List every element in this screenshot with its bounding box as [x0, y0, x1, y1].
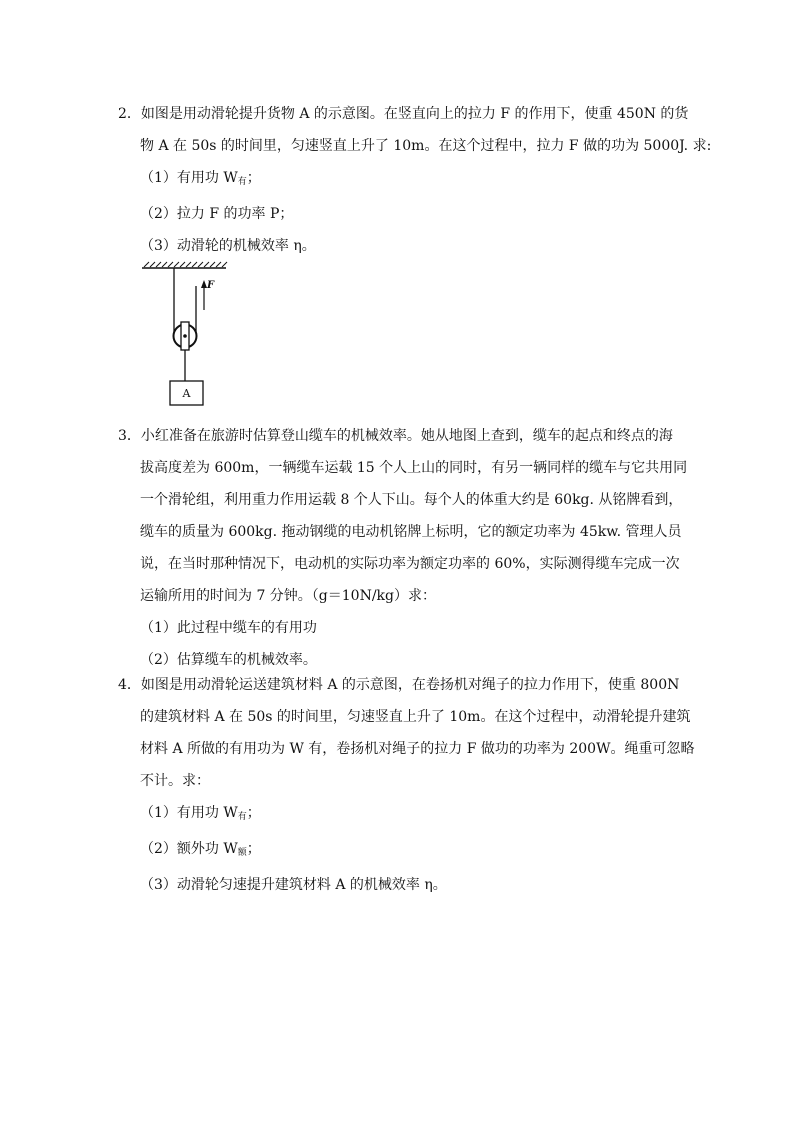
problem-line: 材料 A 所做的有用功为 W 有，卷扬机对绳子的拉力 F 做功的功率为 200W。绳重可忽略	[140, 741, 695, 757]
sub-question-3: （3）动滑轮的机械效率 η。	[140, 238, 316, 254]
problem-line: 一个滑轮组，利用重力作用运载 8 个人下山。每个人的体重大约是 60kg. 从铭牌看到，	[140, 492, 683, 508]
sub-question-1: （1）此过程中缆车的有用功	[140, 620, 317, 636]
problem-2	[118, 98, 712, 262]
problem-line: 物 A 在 50s 的时间里，匀速竖直上升了 10m。在这个过程中，拉力 F 做的功为 5000J. 求:	[140, 138, 712, 154]
problem-line: 运输所用的时间为 7 分钟。（g＝10N/kg）求：	[140, 588, 436, 604]
problem-text: 如图是用动滑轮提升货物 A 的示意图。在竖直向上的拉力 F 的作用下，使重 450N 的货	[140, 106, 689, 122]
problem-text: 小红准备在旅游时估算登山缆车的机械效率。她从地图上查到，缆车的起点和终点的海	[140, 428, 673, 444]
problem-line: 的建筑材料 A 在 50s 的时间里，匀速竖直上升了 10m。在这个过程中，动滑轮提升建筑	[140, 709, 691, 725]
problem-text: 如图是用动滑轮运送建筑材料 A 的示意图，在卷扬机对绳子的拉力作用下，使重 800N	[140, 677, 680, 693]
problem-line	[118, 98, 689, 130]
problem-line: 不计。求：	[140, 773, 210, 789]
sub-question-1: （1）有用功 W有；	[140, 170, 261, 187]
ceiling-hatch	[144, 262, 227, 267]
problem-line: 缆车的质量为 600kg. 拖动钢缆的电动机铭牌上标明，它的额定功率为 45kw. 管理人员	[140, 524, 682, 540]
problem-number: 3．	[118, 428, 141, 444]
problem-3	[118, 420, 688, 676]
problem-4	[118, 669, 695, 901]
sub-question-2: （2）额外功 W额；	[140, 841, 261, 858]
sub-question-1: （1）有用功 W有；	[140, 805, 261, 822]
pulley-diagram	[140, 258, 230, 410]
sub-question-2: （2）估算缆车的机械效率。	[140, 652, 317, 668]
force-label: F	[207, 280, 215, 291]
sub-question-2: （2）拉力 F 的功率 P；	[140, 206, 294, 222]
problem-line	[118, 420, 678, 452]
problem-line: 说，在当时那种情况下，电动机的实际功率为额定功率的 60%，实际测得缆车完成一次	[140, 556, 680, 572]
sub-question-3: （3）动滑轮匀速提升建筑材料 A 的机械效率 η。	[140, 877, 447, 893]
problem-line	[118, 669, 678, 701]
problem-line: 拔高度差为 600m，一辆缆车运载 15 个人上山的同时，有另一辆同样的缆车与它共用同	[140, 460, 688, 476]
problem-number: 4．	[118, 677, 141, 693]
problem-number: 2．	[118, 106, 141, 122]
pulley-axle	[183, 334, 187, 338]
block-label: A	[182, 387, 191, 400]
